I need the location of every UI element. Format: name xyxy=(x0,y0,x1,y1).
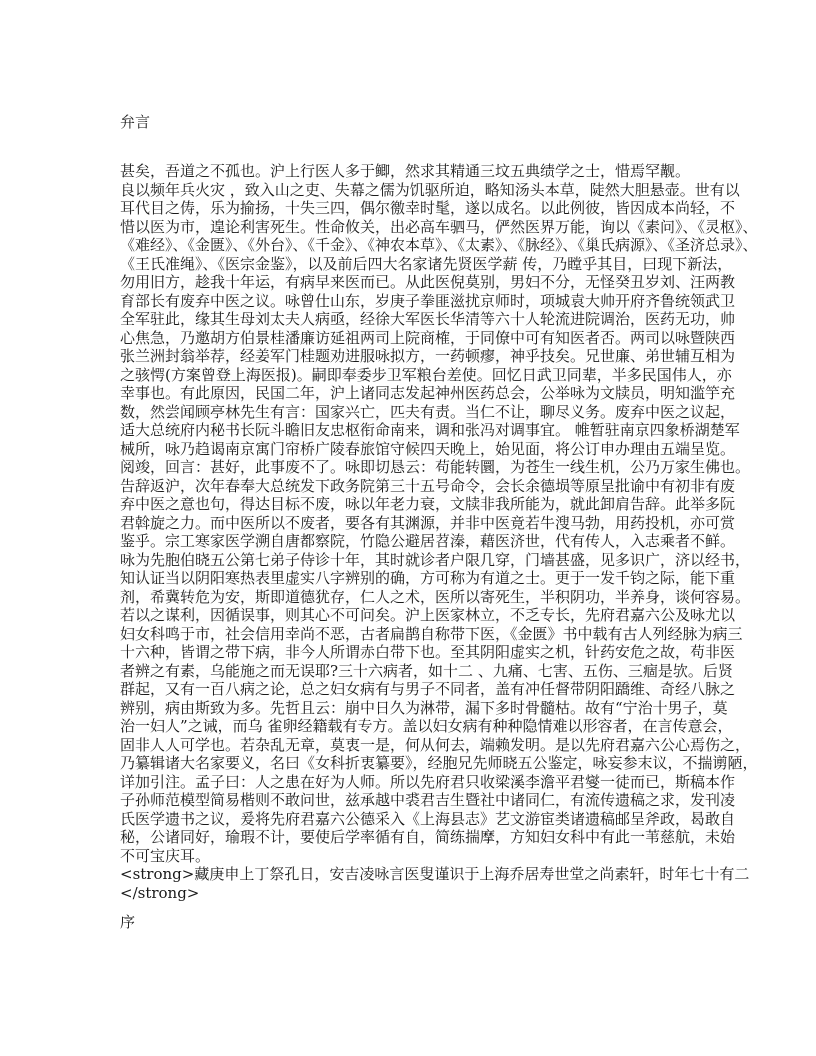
text-line: 适大总统府内秘书长阮斗瞻旧友忠枢衔命南来，调和张冯对调事宜。 帷暂驻南京四象桥湖楚军 xyxy=(120,421,740,439)
text-line: 育部长有废弃中医之议。咏曾仕山东，岁庚子拳匪滋扰京师时，项城袁大帅开府齐鲁统领武卫 xyxy=(120,291,736,310)
text-line: 告辞返沪，次年春奉大总统发下政务院第三十五号命令，会长余德埙等原呈批谕中有初非有废 xyxy=(120,476,736,495)
text-line: 者辨之有素，乌能施之而无误耶?三十六病者，如十二 、九痛、七害、五伤、三痼是欤。后贤 xyxy=(120,661,733,680)
text-line: 械所，咏乃趋谒南京寓门帘桥广陵春旅馆守候四天晚上，始见面，将公订申办理由五端呈览。 xyxy=(120,439,736,458)
text-line: 若以之谋利，因循误事，则其心不可问矣。沪上医家林立，不乏专长，先府君嘉六公及咏尤以 xyxy=(120,606,736,624)
text-line: 数，然尝闻顾亭林先生有言：国家兴亡，匹夫有责。当仁不让，聊尽义务。废弃中医之议起， xyxy=(120,402,736,421)
text-line: 治一妇人”之诫，而乌 雀卵经籍载有专方。盖以妇女病有种种隐情难以形容者，在言传意会， xyxy=(120,717,733,735)
document-body xyxy=(120,162,758,902)
text-line: 不可宝庆耳。 xyxy=(120,846,211,865)
text-line: 惜以医为市，遑论利害死生。性命攸关，出必高车驷马，俨然医界万能，询以《素问》、《灵枢》、 xyxy=(120,217,758,236)
text-line: 子孙师范模型简易楷则不敢问世，兹承越中裘君吉生暨社中诸同仁，有流传遗稿之求，发刊凌 xyxy=(120,791,736,809)
text-line: 良以频年兵火灾 ，致入山之吏、失幕之儒为饥驱所迫，略知汤头本草，陡然大胆悬壶。世有以 xyxy=(120,180,740,199)
text-line: 勿用旧方，趁我十年运，有病早来医而已。从此医倪莫别，男妇不分，无怪癸丑岁刘、汪两教 xyxy=(120,273,736,291)
text-line: 乃纂辑诸大名家要义，名曰《女科折衷纂要》，经胞兄先师晓五公鉴定，咏妄参末议，不揣谫陋， xyxy=(120,754,758,772)
text-line: 甚矣，吾道之不孤也。沪上行医人多于鲫，然求其精通三坟五典绩学之士，惜焉罕觏。 xyxy=(120,162,691,180)
text-line: 辨别，病由斯致为多。先哲且云：崩中日久为淋带，漏下多时骨髓枯。故有“宁治十男子，莫 xyxy=(120,698,728,717)
section-heading-foreword: 序 xyxy=(120,913,136,931)
text-line: 阅竣，回言：甚好，此事废不了。咏即切恳云：苟能转圜，为苍生一线生机，公乃万家生佛也。 xyxy=(120,458,751,476)
text-line: 《难经》、《金匮》、《外台》、《千金》、《神农本草》、《太素》、《脉经》、《巢氏病源》、《圣济总录》、 xyxy=(120,236,758,254)
text-line: 幸事也。有此原因，民国二年，沪上诸同志发起神州医药总会，公举咏为文牍员，明知滥竽充 xyxy=(120,384,736,402)
text-line: 之骇愕(方案曾登上海医报)。嗣即奉委步卫军粮台差使。回忆日武卫同辈，半多民国伟人，亦 xyxy=(120,365,732,384)
text-line: 全军驻此，缘其生母刘太夫人病亟，经徐大军医长华清等六十人轮流进院调治，医药无功，帅 xyxy=(120,310,736,328)
text-line: 妇女科鸣于市，社会信用幸尚不恶，古者扁鹊自称带下医，《金匮》书中载有古人列经脉为病三 xyxy=(120,624,743,643)
text-line: 氏医学遗书之议，爰将先府君嘉六公德采入《上海县志》艺文游宦类诸遗稿邮呈斧政，曷敢自 xyxy=(120,809,736,828)
text-line: 十六种，皆谓之带下病，非今人所谓赤白带下也。至其阴阳虚实之机，针药安危之故，苟非医 xyxy=(120,643,736,661)
signature-paragraph xyxy=(120,865,750,902)
section-heading-preface: 弁言 xyxy=(120,113,151,131)
text-line: 剂，希冀转危为安，斯即道德犹存，仁人之术，医所以寄死生，半积阴功，半养身，谈何容易。 xyxy=(120,587,751,606)
paragraph xyxy=(120,180,758,866)
text-line: 张兰洲封翁举荐，经姜军门桂题劝进服咏拟方，一药顿瘳，神乎技矣。兄世廉、弟世辅互相为 xyxy=(120,347,736,365)
text-line: 心焦急，乃邀胡方伯景桂潘廉访延祖两司上院商榷，于同僚中可有知医者否。两司以咏暨陕西 xyxy=(120,328,736,347)
text-line: 群起，又有一百八病之论，总之妇女病有与男子不同者，盖有冲任督带阴阳蹻维、奇经八脉之 xyxy=(120,680,736,698)
text-line: 咏为先胞伯晓五公第七弟子侍诊十年，其时就诊者户限几穿，门墙甚盛，见多识广，济以经书， xyxy=(120,550,751,569)
text-line: 耳代目之俦，乐为揄扬，十失三四，偶尔徼幸时髦，遂以成名。以此例彼，皆因成本尚轻，不 xyxy=(120,199,736,217)
paragraph xyxy=(120,162,720,181)
text-line: 详加引注。孟子曰：人之患在好为人师。所以先府君只收梁溪李澹平君燮一徒而已，斯稿本作 xyxy=(120,772,736,791)
text-line: 弃中医之意也句，得达目标不废，咏以年老力衰，文牍非我所能为，就此卸肩告辞。此举多阮 xyxy=(120,495,736,513)
text-line: 君斡旋之力。而中医所以不废者，要各有其渊源，并非中医竟若牛溲马勃，用药投机，亦可赏 xyxy=(120,513,736,532)
text-line: <strong>藏庚申上丁祭孔日，安吉凌咏言医叟谨识于上海乔居寿世堂之尚素轩，时年七十有二 xyxy=(120,865,750,883)
text-line: </strong> xyxy=(120,883,200,902)
text-line: 鉴乎。宗工寒家医学溯自唐都察院，竹隐公避居苕溱，藉医济世，代有传人，入志乘者不鲜。 xyxy=(120,532,736,550)
text-line: 《王氏准绳》、《医宗金鉴》，以及前后四大名家诸先贤医学薪 传，乃瞠乎其目，曰现下新法， xyxy=(120,254,733,273)
text-line: 知认证当以阴阳寒热表里虚实八字辨别的确，方可称为有道之士。更于一发千钧之际，能下重 xyxy=(120,569,736,587)
text-line: 固非人人可学也。若杂乱无章，莫衷一是，何从何去，端赖发明。是以先府君嘉六公心焉伤之， xyxy=(120,735,751,754)
text-line: 秘，公诸同好，瑜瑕不计，要使后学率循有自，简练揣摩，方知妇女科中有此一苇慈航，未始 xyxy=(120,828,736,846)
